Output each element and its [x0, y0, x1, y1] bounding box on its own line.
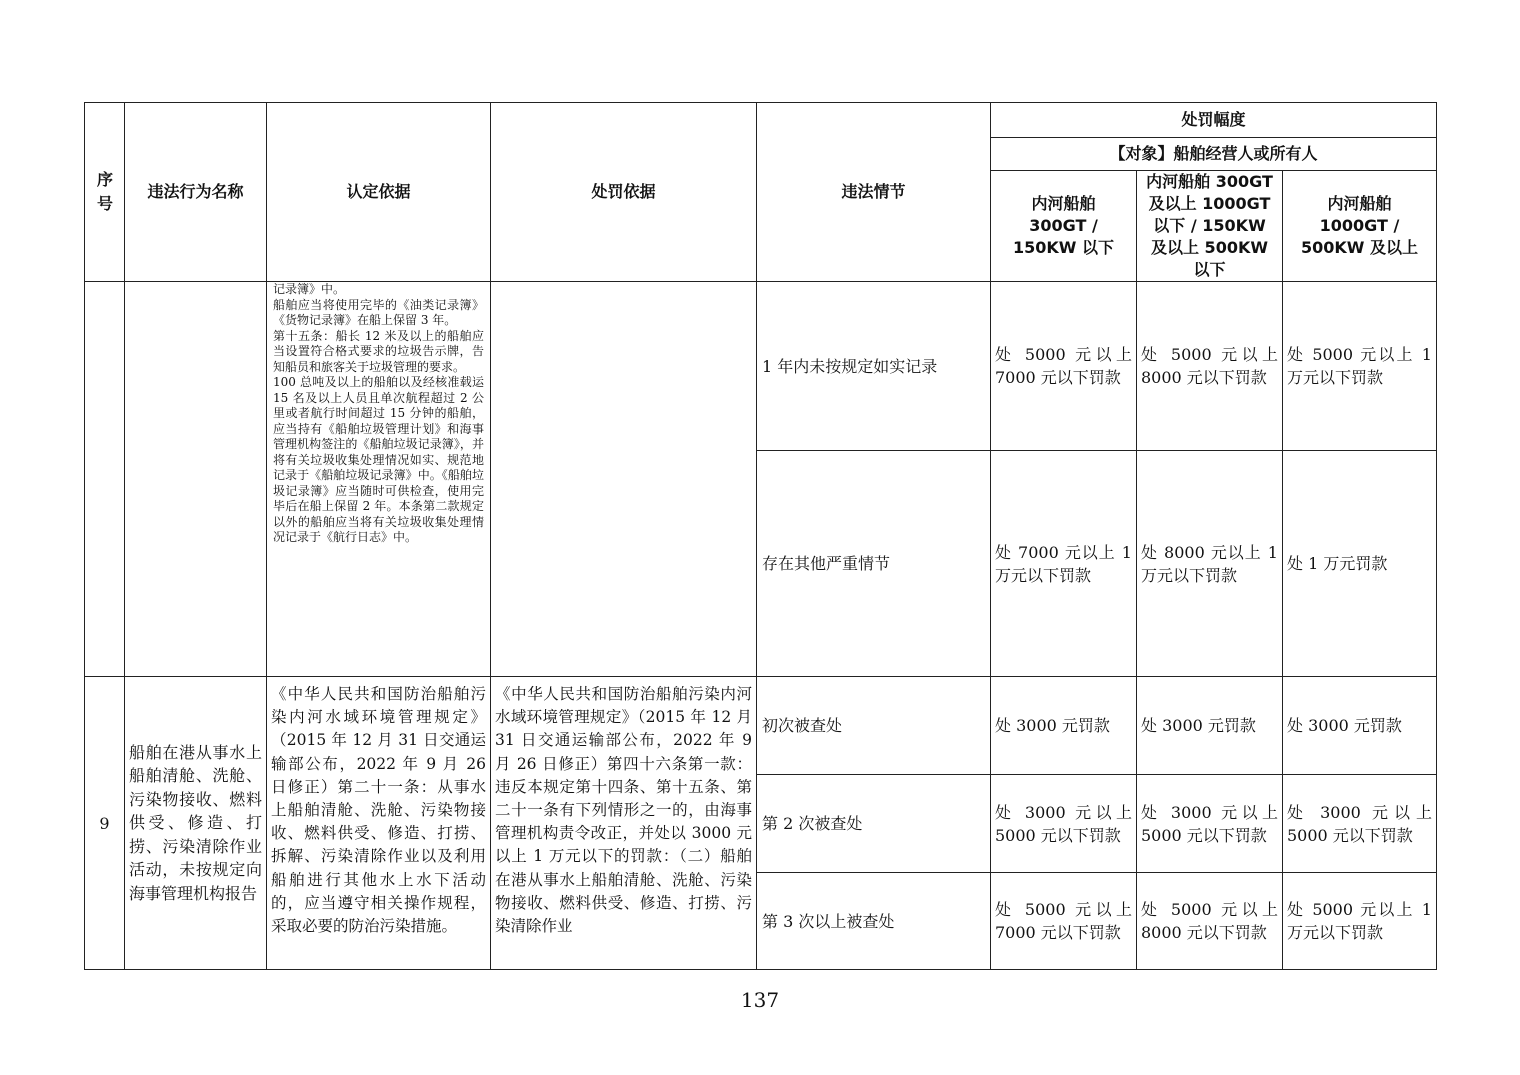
penalty-cell: 处 3000 元罚款 — [1283, 677, 1437, 775]
penalty-cell: 处 5000 元以上 7000 元以下罚款 — [991, 873, 1137, 970]
item-seq: 9 — [85, 677, 125, 970]
header-col-medium-ship: 内河船舶 300GT 及以上 1000GT 以下 / 150KW 及以上 500KW 以下 — [1137, 171, 1283, 282]
header-col-large-ship: 内河船舶 1000GT / 500KW 及以上 — [1283, 171, 1437, 282]
penalty-cell: 处 3000 元以上 5000 元以下罚款 — [1283, 775, 1437, 873]
header-col-small-ship: 内河船舶 300GT / 150KW 以下 — [991, 171, 1137, 282]
penalty-cell: 处 3000 元以上 5000 元以下罚款 — [991, 775, 1137, 873]
identify-basis: 《中华人民共和国防治船舶污染内河水域环境管理规定》（2015 年 12 月 31 日交通运输部公布，2022 年 9 月 26 日修正）第二十一条：从事水上船舶清舱、洗舱、污染物接收、燃料供受、修造、打捞、拆解、污染清除作业以及利用船舶进行其他水上水下活动的，应当遵守相关操作规程，采取必要的防治污染措施。 — [267, 677, 491, 970]
header-penalty-basis: 处罚依据 — [491, 103, 757, 282]
penalty-cell: 处 5000 元以上 1 万元以下罚款 — [1283, 873, 1437, 970]
header-penalty-range: 处罚幅度 — [991, 103, 1437, 138]
violation-name: 船舶在港从事水上船舶清舱、洗舱、污染物接收、燃料供受、修造、打捞、污染清除作业活动，未按规定向海事管理机构报告 — [125, 677, 267, 970]
penalty-cell: 处 3000 元罚款 — [991, 677, 1137, 775]
header-seq: 序号 — [85, 103, 125, 282]
circumstance-cell: 第 3 次以上被查处 — [757, 873, 991, 970]
page-number: 137 — [740, 988, 780, 1012]
identify-basis-text: 记录簿》中。 船舶应当将使用完毕的《油类记录簿》《货物记录簿》在船上保留 3 年。 第十五条：船长 12 米及以上的船舶应当设置符合格式要求的垃圾告示牌，告知船员和旅客关于垃圾管理的要求。 100 总吨及以上的船舶以及经核准载运 15 名及以上人员且单次航程超过 2 公里或者航行时间超过 15 分钟的船舶，应当持有《船舶垃圾管理计划》和海事管理机构签注的《船舶垃圾记录簿》，并将有关垃圾收集处理情况如实、规范地记录于《船舶垃圾记录簿》中。《船舶垃圾记录簿》应当随时可供检查，使用完毕后在船上保留 2 年。本条第二款规定以外的船舶应当将有关垃圾收集处理情况记录于《航行日志》中。 — [273, 282, 484, 544]
header-name: 违法行为名称 — [125, 103, 267, 282]
penalty-cell: 处 5000 元以上 8000 元以下罚款 — [1137, 282, 1283, 451]
continuation-penalty-basis — [491, 282, 757, 677]
circumstance-cell: 初次被查处 — [757, 677, 991, 775]
penalty-cell: 处 7000 元以上 1 万元以下罚款 — [991, 451, 1137, 677]
penalty-cell: 处 5000 元以上 1 万元以下罚款 — [1283, 282, 1437, 451]
continuation-seq — [85, 282, 125, 677]
header-target: 【对象】船舶经营人或所有人 — [991, 138, 1437, 171]
penalty-basis: 《中华人民共和国防治船舶污染内河水域环境管理规定》（2015 年 12 月 31 日交通运输部公布，2022 年 9 月 26 日修正）第四十六条第一款：违反本规定第十四条、第十五条、第二十一条有下列情形之一的，由海事管理机构责令改正，并处以 3000 元以上 1 万元以下的罚款：（二）船舶在港从事水上船舶清舱、洗舱、污染物接收、燃料供受、修造、打捞、污染清除作业 — [491, 677, 757, 970]
circumstance-cell: 第 2 次被查处 — [757, 775, 991, 873]
penalty-cell: 处 8000 元以上 1 万元以下罚款 — [1137, 451, 1283, 677]
circumstance-cell: 1 年内未按规定如实记录 — [757, 282, 991, 451]
penalty-cell: 处 5000 元以上 7000 元以下罚款 — [991, 282, 1137, 451]
penalty-table — [84, 102, 1437, 970]
penalty-cell: 处 1 万元罚款 — [1283, 451, 1437, 677]
header-circumstance: 违法情节 — [757, 103, 991, 282]
header-identify-basis: 认定依据 — [267, 103, 491, 282]
penalty-cell: 处 3000 元罚款 — [1137, 677, 1283, 775]
continuation-name — [125, 282, 267, 677]
penalty-cell: 处 3000 元以上 5000 元以下罚款 — [1137, 775, 1283, 873]
circumstance-cell: 存在其他严重情节 — [757, 451, 991, 677]
penalty-cell: 处 5000 元以上 8000 元以下罚款 — [1137, 873, 1283, 970]
continuation-identify-basis — [267, 282, 491, 677]
